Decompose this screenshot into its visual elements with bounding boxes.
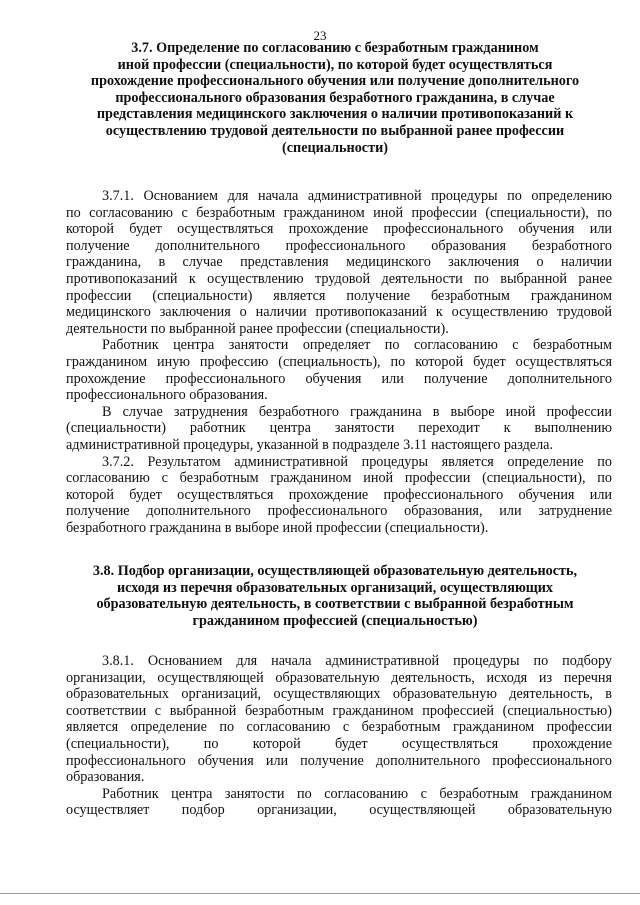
text-line: образовательных организаций, осуществляющих образовательную деятельность, в xyxy=(66,686,612,703)
text-line: является определение по согласованию с безработным гражданином профессии xyxy=(66,719,612,736)
text-line: осуществляет подбор организации, осуществляющей образовательную xyxy=(66,802,612,819)
text-line: которой будет осуществляться прохождение профессионального обучения или xyxy=(66,486,612,503)
heading-line: образовательную деятельность, в соответствии с выбранной безработным xyxy=(96,596,574,613)
heading-line: гражданином профессией (специальностью) xyxy=(192,612,478,629)
heading-line: профессионального образования безработного гражданина, в случае xyxy=(115,89,555,106)
text-line: которой будет осуществляться прохождение профессионального обучения или xyxy=(66,221,612,238)
heading-line: прохождение профессионального обучения или получение дополнительного xyxy=(90,73,580,90)
section-3-8-heading xyxy=(62,563,608,629)
text-line: получение дополнительного профессионального образования, или затруднение xyxy=(66,503,612,520)
text-line: прохождение профессионального обучения или получение дополнительного xyxy=(66,370,612,387)
text-line: медицинского заключения о наличии противопоказаний к осуществлению трудовой xyxy=(66,304,612,321)
text-line: Работник центра занятости определяет по согласованию с безработным xyxy=(102,337,612,354)
text-line: соответствии с выбранной безработным гражданином профессией (специальностью) xyxy=(66,702,612,719)
text-line: безработного гражданина в выборе иной профессии (специальности). xyxy=(66,519,489,536)
text-line: Работник центра занятости по согласованию с безработным гражданином xyxy=(102,785,612,802)
heading-line: 3.7. Определение по согласованию с безработным гражданином xyxy=(131,40,539,56)
section-3-7-body xyxy=(66,188,612,536)
section-3-8-body xyxy=(66,653,612,819)
text-line: деятельности по выбранной ранее профессии (специальности). xyxy=(66,320,449,337)
text-line: гражданина, в случае представления медицинского заключения о наличии xyxy=(66,254,612,271)
heading-line: представления медицинского заключения о наличии противопоказаний к xyxy=(96,106,574,123)
text-line: профессии (специальности) является получение безработным гражданином xyxy=(66,287,612,304)
heading-line: 3.8. Подбор организации, осуществляющей образовательную деятельность, xyxy=(92,563,578,579)
text-line: административной процедуры, указанной в подразделе 3.11 настоящего раздела. xyxy=(66,436,554,453)
heading-line: (специальности) xyxy=(282,139,388,156)
text-line: В случае затруднения безработного гражданина в выборе иной профессии xyxy=(102,403,612,420)
text-line: по согласованию с безработным гражданином иной профессии (специальности), по xyxy=(66,204,612,221)
section-3-7-heading xyxy=(62,40,608,156)
heading-line: осуществлению трудовой деятельности по выбранной ранее профессии xyxy=(105,122,565,139)
text-line: организации, осуществляющей образовательную деятельность, исходя из перечня xyxy=(66,669,612,686)
text-line: 3.8.1. Основанием для начала административной процедуры по подбору xyxy=(102,653,612,669)
text-line: профессионального образования. xyxy=(66,387,268,404)
heading-line: иной профессии (специальности), по которой будет осуществляться xyxy=(117,56,553,73)
text-line: (специальности), по которой будет осуществляться прохождение xyxy=(66,735,612,752)
text-line: противопоказаний к осуществлению трудовой деятельности по выбранной ранее xyxy=(66,270,612,287)
text-line: 3.7.1. Основанием для начала административной процедуры по определению xyxy=(102,188,612,204)
text-line: гражданином иную профессию (специальность), по которой будет осуществляться xyxy=(66,353,612,370)
text-line: (специальности) работник центра занятости переходит к выполнению xyxy=(66,420,612,437)
heading-line: исходя из перечня образовательных организаций, осуществляющих xyxy=(116,579,554,596)
text-line: согласованию с безработным гражданином иной профессии (специальности), по xyxy=(66,470,612,487)
text-line: образования. xyxy=(66,769,145,786)
text-line: профессионального обучения или получение дополнительного профессионального xyxy=(66,752,612,769)
page-number: 23 xyxy=(313,28,327,43)
scan-edge-line xyxy=(0,893,640,894)
text-line: получение дополнительного профессионального образования безработного xyxy=(66,237,612,254)
text-line: 3.7.2. Результатом административной процедуры является определение по xyxy=(102,453,612,470)
